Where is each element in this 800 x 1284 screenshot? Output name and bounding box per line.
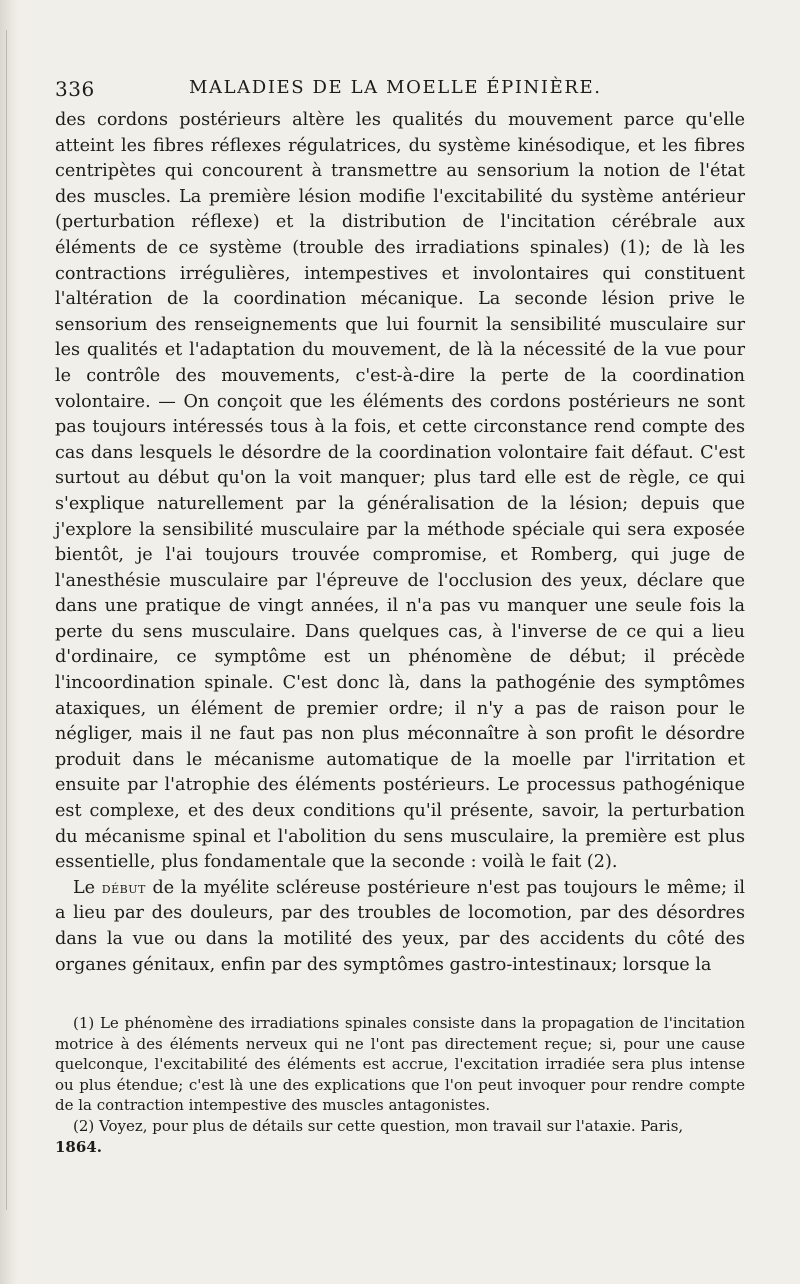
- paragraph-continuation: des cordons postérieurs altère les qualités du mouvement parce qu'elle atteint les fibres réflexes régulatrices, du système kinésodique, et les fibres centripètes qui concourent à transmettre au sensorium la notion de l'état des muscles. La première lésion modifie l'excitabilité du système antérieur (perturbation réflexe) et la distribution de l'incitation cérébrale aux éléments de ce système (trouble des irradiations spinales) (1); de là les contractions irrégulières, intempestives et involontaires qui constituent l'altération de la coordination mécanique. La seconde lésion prive le sensorium des renseignements que lui fournit la sensibilité musculaire sur les qualités et l'adaptation du mouvement, de là la nécessité de la vue pour le contrôle des mouvements, c'est-à-dire la perte de la coordination volontaire. — On conçoit que les éléments des cordons postérieurs ne sont pas toujours intéressés tous à la fois, et cette circonstance rend compte des cas dans lesquels le désordre de la coordination volontaire fait défaut. C'est surtout au début qu'on la voit manquer; plus tard elle est de règle, ce qui s'explique naturellement par la généralisation de la lésion; depuis que j'explore la sensibilité musculaire par la méthode spéciale qui sera exposée bientôt, je l'ai toujours trouvée compromise, et Romberg, qui juge de l'anesthésie musculaire par l'épreuve de l'occlusion des yeux, déclare que dans une pratique de vingt années, il n'a pas vu manquer une seule fois la perte du sens musculaire. Dans quelques cas, à l'inverse de ce qui a lieu d'ordinaire, ce symptôme est un phénomène de début; il précède l'incoordination spinale. C'est donc là, dans la pathogénie des symptômes ataxiques, un élément de premier ordre; il n'y a pas de raison pour le négliger, mais il ne faut pas non plus méconnaître à son profit le désordre produit dans le mécanisme automatique de la moelle par l'irritation et ensuite par l'atrophie des éléments postérieurs. Le processus pathogénique est complexe, et des deux conditions qu'il présente, savoir, la perturbation du mécanisme spinal et l'abolition du sens musculaire, la première est plus essentielle, plus fondamentale que la seconde : voilà le fait (2).: [55, 110, 745, 873]
- main-text: [55, 108, 745, 978]
- paragraph-debut: [55, 876, 745, 978]
- binding-shadow-line: [6, 30, 7, 1210]
- paragraph-smallcaps-term: début: [101, 878, 146, 897]
- footnote-2-year: 1864.: [55, 1137, 102, 1156]
- page-header: [55, 77, 745, 105]
- paragraph-body-text: de la myélite scléreuse postérieure n'est pas toujours le même; il a lieu par des douleurs, par des troubles de locomotion, par des désordres dans la vue ou dans la motilité des yeux, par des accidents du côté des organes génitaux, enfin par des symptômes gastro-intestinaux; lorsque la: [55, 877, 746, 975]
- footnotes: [55, 1013, 745, 1157]
- footnote-2: [55, 1116, 745, 1157]
- page-binding-edge: [0, 0, 18, 1284]
- footnote-1: (1) Le phénomène des irradiations spinales consiste dans la propagation de l'incitation motrice à des éléments nerveux qui ne l'ont pas directement reçue; si, pour une cause quelconque, l'excitabilité des éléments est accrue, l'excitation irradiée sera plus intense ou plus étendue; c'est là une des explications que l'on peut invoquer pour rendre compte de la contraction intempestive des muscles antagonistes.: [55, 1014, 745, 1115]
- running-title: MALADIES DE LA MOELLE ÉPINIÈRE.: [189, 77, 602, 98]
- paragraph-lead-word: Le: [73, 877, 96, 898]
- footnote-2-text: (2) Voyez, pour plus de détails sur cette question, mon travail sur l'ataxie. Paris,: [73, 1116, 684, 1135]
- page-number: 336: [55, 77, 95, 101]
